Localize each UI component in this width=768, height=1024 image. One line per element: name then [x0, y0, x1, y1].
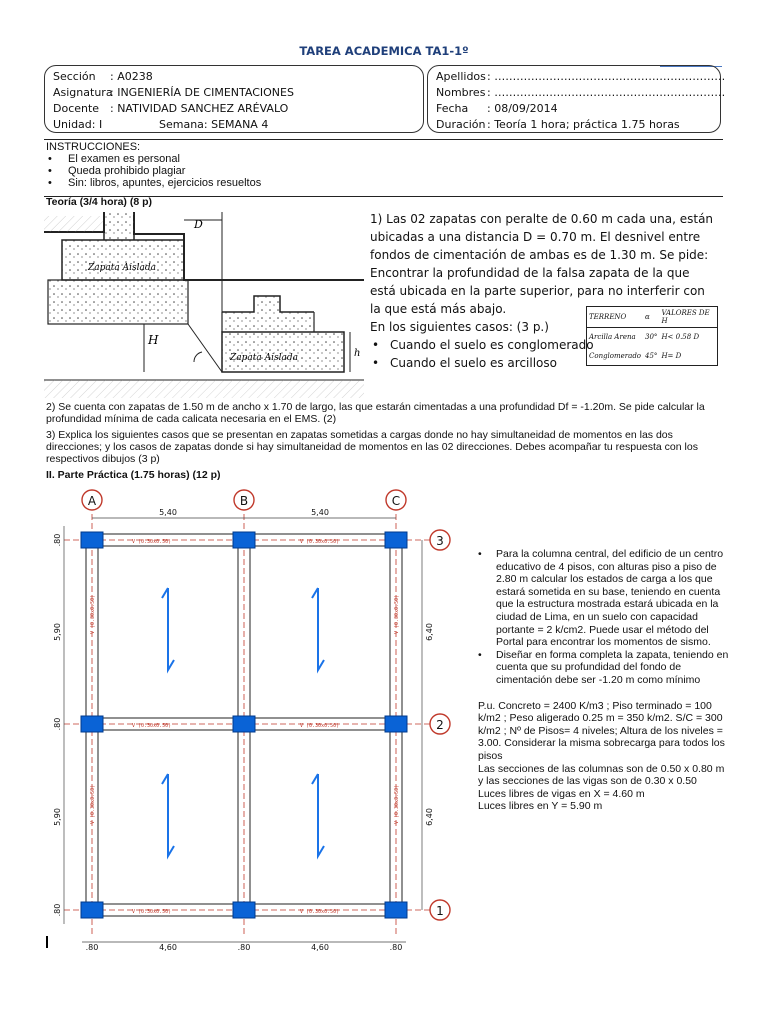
- data-line: P.u. Concreto = 2400 K/m3 ; Piso terminado = 100 k/m2 ; Peso aligerado 0.25 m = 350 k/m2. S/C = 300 k/m2 ; Nº de Pisos= 4 niveles; Altura de los niveles = 3.00. Considerar la misma sobrecarga para todos los pisos: [478, 699, 725, 762]
- table-cell: H= D: [661, 352, 682, 360]
- header-value: : ………………………………………………………: [487, 70, 726, 83]
- header-left-box: [44, 65, 424, 133]
- header-value: : 08/09/2014: [487, 102, 558, 115]
- header-key: Nombres: [436, 86, 486, 99]
- column: [81, 532, 103, 548]
- beam-label: V (0.30x0.50): [394, 784, 400, 824]
- footing-label-bottom: Zapata Aislada: [230, 353, 298, 363]
- table-cell: 45°: [645, 352, 658, 360]
- instructions-heading: INSTRUCCIONES:: [46, 141, 141, 153]
- practice-heading: II. Parte Práctica (1.75 horas) (12 p): [46, 469, 221, 481]
- data-line: Luces libres de vigas en X = 4.60 m: [478, 787, 645, 800]
- practice-item: • Para la columna central, del edificio de un centro educativo de 4 pisos, con alturas piso a piso de 2.80 m calcular los estados de carga a los que estará sometida en su base, teniendo en cuenta que la estructura mostrada estará ubicada en la ciudad de Lima, en un suelo con capacidad portante = 2 k/cm2. Puede usar el método del Portal para encontrar los momentos de sismo.: [478, 548, 730, 649]
- slab-arrow-icon: [312, 588, 324, 670]
- dim-label: 6,40: [425, 623, 434, 641]
- dim-label: 4,60: [311, 943, 329, 952]
- column: [81, 716, 103, 732]
- header-value: : ………………………………………………………: [487, 86, 726, 99]
- dim-label: .80: [53, 903, 62, 917]
- instruction-item: • Queda prohibido plagiar: [46, 165, 261, 177]
- table-header-row: [587, 307, 717, 328]
- header-semana: Semana: SEMANA 4: [159, 118, 269, 131]
- instructions: [46, 141, 261, 189]
- dim-label: .80: [389, 943, 403, 952]
- table-cell: H< 0.58 D: [661, 333, 700, 342]
- header-row-unidad: [53, 117, 415, 133]
- column-central: [233, 716, 255, 732]
- instruction-item: • Sin: libros, apuntes, ejercicios resueltos: [46, 177, 261, 189]
- beam-label: V (0.30x0.50): [90, 784, 96, 824]
- practice-item: • Diseñar en forma completa la zapata, teniendo en cuenta que su profundidad del fondo de cimentación debe ser -1.20 m como mínimo: [478, 649, 730, 687]
- question-1-text: 1) Las 02 zapatas con peralte de 0.60 m cada una, están ubicadas a una distancia D = 0.70 m. El desnivel entre fondos de cimentación de ambas es de 1.30 m. Se pide: Encontrar la profundidad de la falsa zapata de la que está ubicada en la parte superior, para no interferir con la que está más abajo.: [370, 212, 714, 316]
- axis-label-3: 3: [436, 534, 444, 548]
- dim-h-label: H: [148, 333, 159, 347]
- header-key: Apellidos: [436, 70, 486, 83]
- structural-plan: [44, 484, 464, 954]
- dim-label: .80: [53, 717, 62, 731]
- header-key: Sección: [53, 70, 96, 83]
- beam-label: V (0.30x0.50): [132, 909, 172, 915]
- header-row-apellidos: [436, 69, 726, 85]
- header-key: Asignatura: [53, 86, 113, 99]
- header-row-fecha: [436, 101, 712, 117]
- table-row: [587, 347, 717, 366]
- divider: [44, 139, 723, 140]
- data-line: Las secciones de las columnas son de 0.50 x 0.80 m y las secciones de las vigas son de 0.30 x 0.50: [478, 762, 725, 788]
- header-value: : A0238: [110, 70, 153, 83]
- beam-label: V (0.30x0.50): [300, 723, 340, 729]
- dim-label: 4,60: [159, 943, 177, 952]
- axis-label-c: C: [391, 494, 401, 508]
- slab-arrow-icon: [162, 774, 174, 856]
- table-cell: Arcilla Arena: [589, 333, 636, 342]
- dim-d-label: D: [194, 218, 203, 231]
- header-row-nombres: [436, 85, 726, 101]
- table-header: VALORES DE H: [659, 307, 717, 328]
- footing-sketch: [44, 212, 364, 398]
- beam-label: V (0.30x0.50): [90, 594, 96, 634]
- table-row: [587, 328, 717, 347]
- header-row-docente: [53, 101, 415, 117]
- table-cell: 30°: [645, 333, 658, 342]
- case-item: • Cuando el suelo es conglomerado: [370, 336, 715, 354]
- instruction-item: • El examen es personal: [46, 153, 261, 165]
- header-key: Fecha: [436, 102, 469, 115]
- header-value: : Teoría 1 hora; práctica 1.75 horas: [487, 118, 680, 131]
- column: [81, 902, 103, 918]
- beam-label: V (0.30x0.50): [132, 539, 172, 545]
- table-header: α: [643, 307, 659, 328]
- practice-text: [478, 548, 730, 813]
- axis-label-b: B: [239, 494, 249, 508]
- question-1-cases-intro: En los siguientes casos: (3 p.): [370, 320, 549, 334]
- beam-label: V (0.30x0.50): [300, 909, 340, 915]
- dim-label: .80: [53, 533, 62, 547]
- column: [385, 902, 407, 918]
- column: [385, 716, 407, 732]
- dim-label: .80: [85, 943, 99, 952]
- header-row-seccion: [53, 69, 415, 85]
- theory-heading: Teoría (3/4 hora) (8 p): [46, 196, 152, 208]
- slab-arrow-icon: [162, 588, 174, 670]
- dim-h-small-label: h: [354, 348, 361, 359]
- header-value: : INGENIERÍA DE CIMENTACIONES: [110, 86, 294, 99]
- case-item: • Cuando el suelo es arcilloso: [370, 354, 715, 372]
- table-cell: Conglomerado: [589, 352, 642, 360]
- header-value: : NATIVIDAD SANCHEZ ARÉVALO: [110, 102, 289, 115]
- header-key: Unidad: I: [53, 118, 103, 131]
- dim-label: 5,40: [159, 508, 177, 517]
- soil-table: [586, 306, 718, 366]
- column: [233, 532, 255, 548]
- axis-label-1: 1: [436, 904, 444, 918]
- question-3: 3) Explica los siguientes casos que se presentan en zapatas sometidas a cargas donde no hay simultaneidad de momentos en las dos direcciones; y los casos de zapatas donde si hay simultaneidad de momentos en las 02 direcciones. Debes acompañar tu respuesta con los respectivos dibujos (3 p): [46, 429, 698, 465]
- axis-label-a: A: [87, 494, 97, 508]
- header-key: Docente: [53, 102, 100, 115]
- footing-label-top: Zapata Aislada: [88, 263, 156, 273]
- axis-label-2: 2: [436, 718, 444, 732]
- data-line: Luces libres en Y = 5.90 m: [478, 800, 603, 813]
- header-row-asignatura: [53, 85, 415, 101]
- column: [233, 902, 255, 918]
- dim-label: 5,40: [311, 508, 329, 517]
- beam-label: V (0.30x0.50): [132, 723, 172, 729]
- practice-data: [478, 700, 730, 813]
- beam-label: V (0.30x0.50): [300, 539, 340, 545]
- text-cursor: [46, 936, 48, 948]
- header-row-duracion: [436, 117, 712, 133]
- table-header: TERRENO: [587, 307, 643, 328]
- dim-label: 5,90: [53, 808, 62, 826]
- dim-label: 5,90: [53, 623, 62, 641]
- question-2: 2) Se cuenta con zapatas de 1.50 m de ancho x 1.70 de largo, las que estarán cimentadas a una profundidad Df = -1.20m. Se pide calcular la profundidad mínima de cada calicata necesaria en el EMS. (2): [46, 401, 705, 425]
- header-key: Duración: [436, 118, 486, 131]
- dim-label: 6,40: [425, 808, 434, 826]
- page-title: TAREA ACADEMICA TA1-1º: [299, 44, 469, 58]
- column: [385, 532, 407, 548]
- beam-label: V (0.30x0.50): [394, 594, 400, 634]
- header-right-box: [427, 65, 726, 133]
- slab-arrow-icon: [312, 774, 324, 856]
- dim-label: .80: [237, 943, 251, 952]
